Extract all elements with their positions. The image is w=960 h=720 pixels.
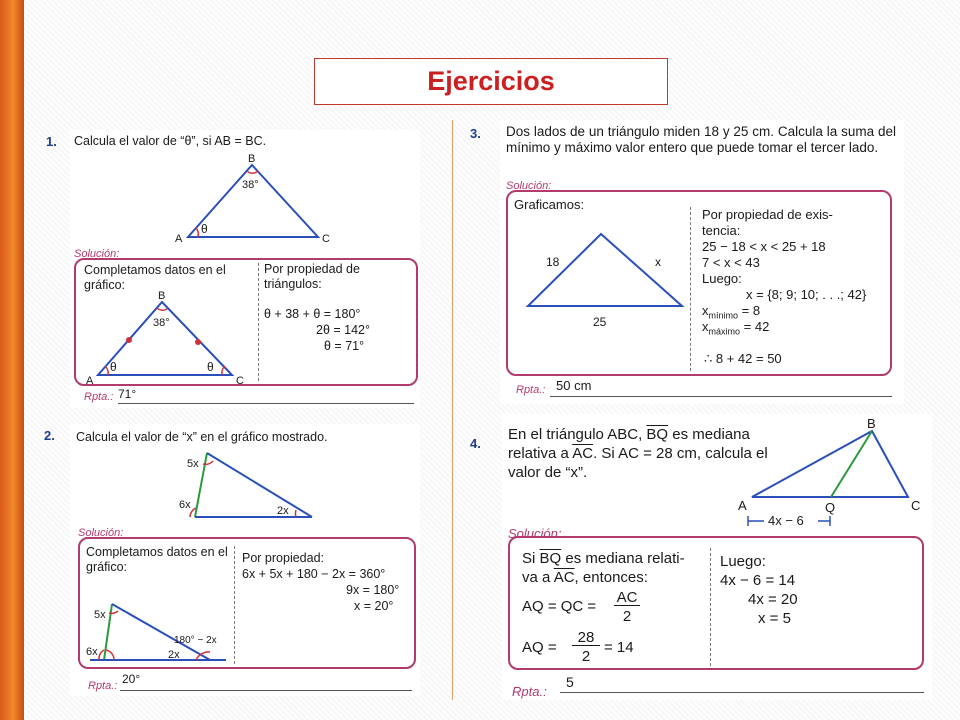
exercise-1-eq-2: 2θ = 142° — [316, 323, 371, 337]
ex4-vertex-b: B — [867, 416, 876, 431]
ex2-label-6x: 6x — [179, 499, 191, 511]
exercise-2-number: 2. — [44, 428, 55, 443]
exercise-2-prop-line: Por propiedad: — [242, 551, 325, 565]
exercise-3-prop-line-1: Por propiedad de exis- — [702, 207, 833, 222]
slide-title: Ejercicios — [314, 58, 668, 105]
exercise-4-luego: Luego: — [720, 553, 766, 570]
exercise-1-answer-value: 71° — [118, 387, 137, 401]
ex2-label-5x: 5x — [187, 458, 199, 470]
exercise-4-eq-2: AQ = — [522, 639, 557, 656]
exercise-2-eq-3: x = 20° — [354, 599, 394, 613]
ex2-sol-label-6x: 6x — [86, 646, 98, 658]
ex1-sol-vertex-a: A — [86, 375, 94, 387]
ex3-side-25: 25 — [593, 315, 607, 329]
exercise-3-xmin: $x_{mínimo} = 8$ — [702, 303, 761, 321]
exercise-3-number: 3. — [470, 126, 481, 141]
exercise-4-solution-label: Solución: — [508, 526, 562, 541]
exercise-3-statement: Dos lados de un triángulo miden 18 y 25 cm. Calcula la suma del mínimo y máximo valor entero que puede tomar el tercer lado. — [506, 124, 896, 155]
ex1-sol-theta-left: θ — [110, 360, 117, 374]
ex2-sol-label-2x: 2x — [168, 649, 180, 661]
exercise-1-solution-label: Solución: — [74, 248, 120, 260]
exercise-1-answer-label: Rpta.: — [84, 391, 114, 403]
exercise-4-statement: En el triángulo ABC, $\overline{BQ}$ es mediana relativa a $\overline{AC}$. Si AC = 28 cm, calcula el valor de “x”. — [508, 426, 768, 481]
ex1-sol-vertex-c: C — [236, 375, 244, 387]
ex4-dimension-label: 4x − 6 — [768, 513, 804, 528]
exercise-1-prop-line-1: Por propiedad de — [264, 262, 360, 276]
exercise-4-eq-4: 4x = 20 — [748, 591, 798, 608]
exercise-3-prop-line-2: tencia: — [702, 223, 741, 238]
ex1-angle-b-label: 38° — [242, 179, 259, 191]
exercise-4-number: 4. — [470, 436, 481, 451]
exercise-1-statement: Calcula el valor de “θ”, si AB = BC. — [74, 134, 267, 148]
exercise-3-xmax: $x_{máximo} = 42$ — [702, 319, 770, 337]
exercise-4-eq-1-numerator: AC — [614, 590, 640, 606]
ex4-vertex-c: C — [911, 498, 921, 513]
exercise-3-answer-label: Rpta.: — [516, 384, 546, 396]
exercise-4-answer-label: Rpta.: — [512, 684, 547, 699]
exercise-4-solution-divider — [710, 548, 711, 666]
exercise-1-number: 1. — [46, 134, 57, 149]
exercise-3-set: x = {8; 9; 10; . . .; 42} — [746, 287, 867, 302]
ex1-vertex-c: C — [322, 233, 330, 245]
exercise-3-solution-label: Solución: — [506, 180, 552, 192]
ex4-vertex-q: Q — [825, 500, 836, 515]
exercise-4-eq-1-denominator: 2 — [622, 608, 632, 625]
ex3-side-18: 18 — [546, 255, 560, 269]
ex1-vertex-a: A — [175, 233, 183, 245]
exercise-2-statement: Calcula el valor de “x” en el gráfico mostrado. — [76, 430, 328, 444]
exercise-3-result: ∴ 8 + 42 = 50 — [704, 351, 782, 366]
exercise-3-answer-value: 50 cm — [556, 378, 592, 393]
ex4-triangle — [752, 431, 908, 497]
exercise-4-eq-2-result: = 14 — [604, 639, 634, 656]
exercise-2-answer-value: 20° — [122, 672, 141, 686]
exercise-4-answer-line — [560, 692, 924, 693]
ex1-theta-label: θ — [201, 222, 208, 236]
exercise-1-prop-line-2: triángulos: — [264, 277, 322, 291]
exercise-4-eq-2-numerator: 28 — [572, 630, 600, 646]
exercise-4-eq-5: x = 5 — [758, 610, 791, 627]
exercise-2-solution-text: Completamos datos en el gráfico: — [86, 545, 228, 574]
ex4-vertex-a: A — [738, 498, 747, 513]
ex1-sol-theta-right: θ — [207, 360, 214, 374]
ex1-vertex-b: B — [248, 153, 256, 165]
exercise-4-eq-1: AQ = QC = — [522, 598, 597, 615]
exercise-2-solution-label: Solución: — [78, 527, 124, 539]
exercise-2-eq-1: 6x + 5x + 180 − 2x = 360° — [242, 567, 386, 581]
ex3-side-x: x — [655, 255, 661, 269]
exercise-3-ineq-1: 25 − 18 < x < 25 + 18 — [702, 239, 826, 254]
ex1-sol-angle-b: 38° — [153, 317, 170, 329]
exercise-1-eq-3: θ = 71° — [324, 339, 365, 353]
exercise-3-graph-label: Graficamos: — [514, 197, 585, 212]
exercise-1-solution-text: Completamos datos en el gráfico: — [84, 263, 226, 292]
exercise-2-answer-label: Rpta.: — [88, 680, 118, 692]
exercise-4-sol-line-2: va a $\overline{AC}$, entonces: — [522, 569, 648, 586]
exercise-1-eq-1: θ + 38 + θ = 180° — [264, 307, 361, 321]
exercise-3-luego: Luego: — [702, 271, 742, 286]
exercise-4-sol-line-1: Si $\overline{BQ}$ es mediana relati- — [522, 550, 685, 567]
exercise-4-eq-3: 4x − 6 = 14 — [720, 572, 796, 589]
ex4-median-bq — [831, 431, 872, 497]
exercise-4-answer-value: 5 — [566, 674, 574, 690]
exercise-2-eq-2: 9x = 180° — [346, 583, 400, 597]
ex2-label-2x: 2x — [277, 505, 289, 517]
ex2-sol-label-ext: 180° − 2x — [174, 635, 217, 646]
ex2-sol-label-5x: 5x — [94, 609, 106, 621]
exercise-3-ineq-2: 7 < x < 43 — [702, 255, 760, 270]
ex1-sol-vertex-b: B — [158, 290, 166, 302]
exercise-4-eq-2-denominator: 2 — [581, 648, 591, 665]
